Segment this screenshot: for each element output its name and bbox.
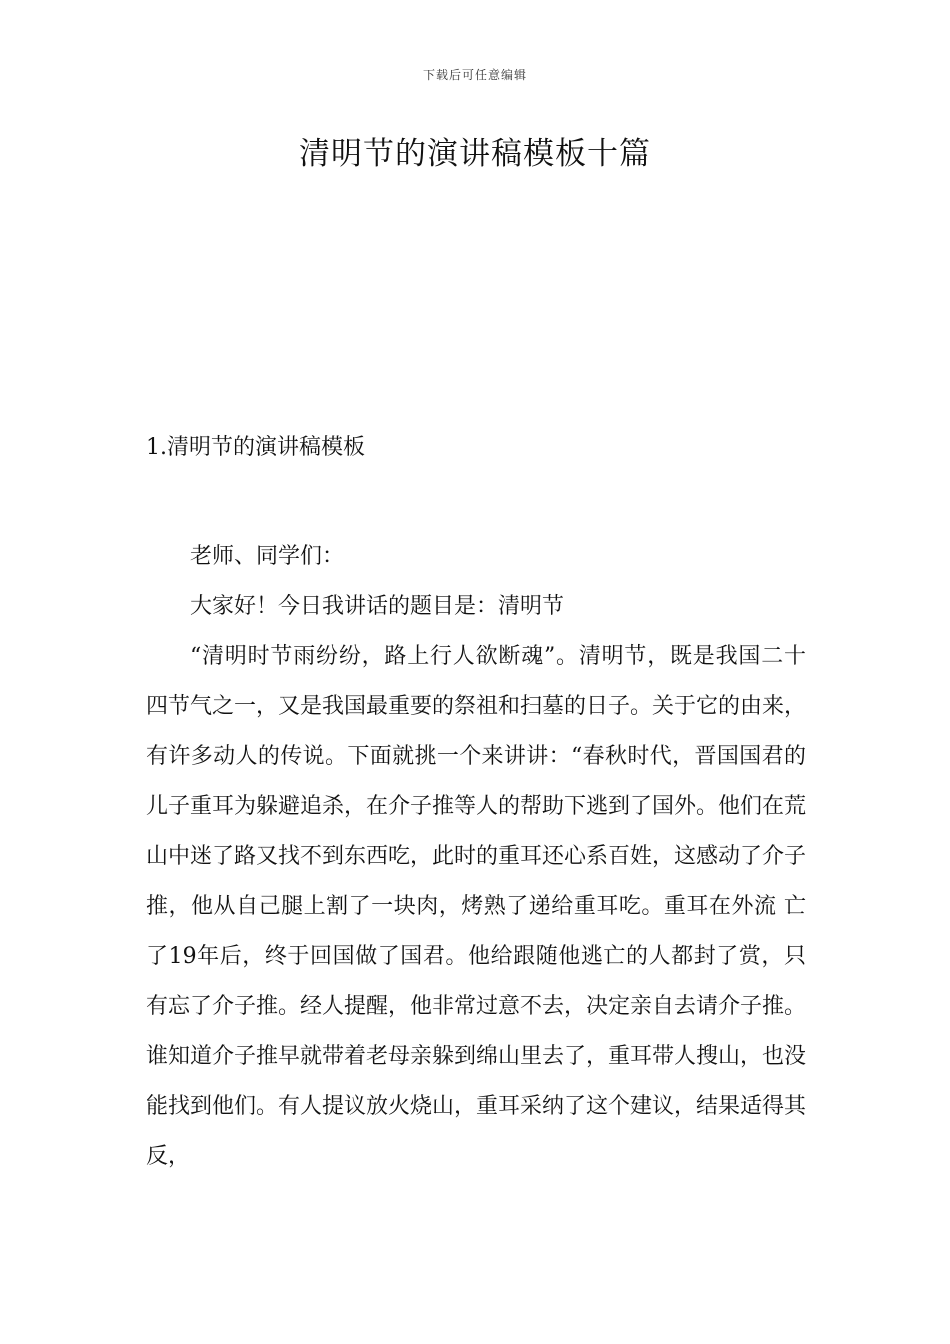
section-heading: 1.清明节的演讲稿模板 [146, 435, 365, 460]
paragraph-greeting: 老师、同学们： [190, 544, 345, 569]
paragraph-story: “清明时节雨纷纷，路上行人欲断魂”。清明节，既是我国二十四节气之一，又是我国最重要的祭祖和扫墓的日子。关于它的由来，有许多动人的传说。下面就挑一个来讲讲：“春秋时代，晋国国君的儿子重耳为躲避追杀，在介子推等人的帮助下逃到了国外。他们在荒山中迷了路又找不到东西吃，此时的重耳还心系百姓，这感动了介子推，他从自己腿上割了一块肉，烤熟了递给重耳吃。重耳在外流 亡了19年后，终于回国做了国君。他给跟随他逃亡的人都封了赏，只有忘了介子推。经人提醒，他非常过意不去，决定亲自去请介子推。谁知道介子推早就带着老母亲躲到绵山里去了，重耳带人搜山，也没能找到他们。有人提议放火烧山，重耳采纳了这个建议，结果适得其反， [146, 644, 807, 1169]
document-title: 清明节的演讲稿模板十篇 [299, 136, 651, 172]
paragraph-intro: 大家好！今日我讲话的题目是：清明节 [190, 594, 565, 619]
document-body [146, 532, 806, 1182]
header-note: 下载后可任意编辑 [422, 68, 527, 82]
